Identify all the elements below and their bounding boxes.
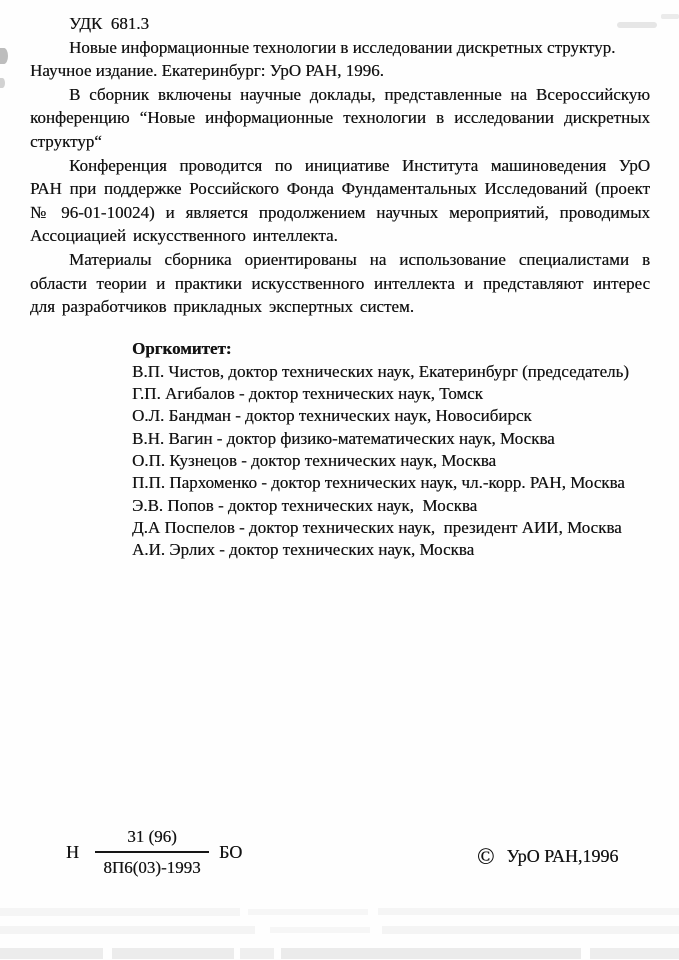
scan-artifact	[281, 948, 581, 959]
orgcommittee-heading: Оргкомитет:	[132, 338, 232, 358]
scan-artifact	[590, 948, 679, 959]
orgcommittee-member: О.П. Кузнецов - доктор технических наук, Москва	[132, 450, 497, 470]
orgcommittee-member: В.Н. Вагин - доктор физико-математических наук, Москва	[132, 428, 555, 448]
orgcommittee-member: В.П. Чистов, доктор технических наук, Екатеринбург (председатель)	[132, 361, 629, 381]
catalog-suffix: БО	[219, 842, 243, 862]
annotation-paragraph: В сборник включены научные доклады, представленные на Всероссийскую конференцию “Новые информационные технологии в исследовании дискретных структур“	[30, 84, 650, 151]
orgcommittee-member: О.Л. Бандман - доктор технических наук, Новосибирск	[132, 406, 532, 426]
catalog-prefix: Н	[66, 842, 79, 862]
scan-artifact	[0, 78, 5, 88]
scan-artifact	[378, 908, 679, 915]
orgcommittee-member: А.И. Эрлих - доктор технических наук, Москва	[132, 540, 475, 560]
audience-paragraph: Материалы сборника ориентированы на использование специалистами в области теории и практики искусственного интеллекта и представляют интерес для разработчиков прикладных экспертных систем.	[30, 249, 650, 317]
orgcommittee-list	[132, 361, 650, 562]
orgcommittee-member: П.П. Пархоменко - доктор технических наук, чл.-корр. РАН, Москва	[132, 473, 625, 493]
orgcommittee-member: Э.В. Попов - доктор технических наук, Москва	[132, 495, 478, 515]
scan-artifact	[382, 926, 679, 934]
conference-info-paragraph: Конференция проводится по инициативе Института машиноведения УрО РАН при поддержке Российского Фонда Фундаментальных Исследований (проект № 96-01-10024) и является продолжением научных мероприятий, проводимых Ассоциацией искусственного интеллекта.	[30, 155, 650, 246]
orgcommittee-member: Д.А Поспелов - доктор технических наук, президент АИИ, Москва	[132, 517, 622, 537]
copyright-text: УрО РАН,1996	[506, 846, 619, 866]
catalog-denominator: 8П6(03)-1993	[103, 858, 201, 877]
catalog-fraction	[95, 826, 209, 879]
scan-artifact	[270, 927, 370, 933]
scan-artifact	[240, 948, 274, 959]
copyright-notice	[477, 845, 618, 868]
scan-artifact	[0, 908, 240, 916]
scan-artifact	[248, 909, 368, 915]
copyright-icon: ©	[477, 844, 495, 869]
udk-code: УДК 681.3	[69, 14, 150, 33]
library-catalog-index	[66, 826, 242, 879]
catalog-numerator: 31 (96)	[127, 827, 177, 846]
scan-artifact	[661, 14, 679, 19]
bibliography-title-line: Новые информационные технологии в исследовании дискретных структур.	[69, 37, 616, 57]
imprint-text-block	[30, 12, 650, 561]
orgcommittee-member: Г.П. Агибалов - доктор технических наук, Томск	[132, 384, 483, 404]
scan-artifact	[0, 948, 103, 959]
orgcommittee-section	[132, 337, 650, 562]
scan-artifact	[0, 926, 255, 934]
scan-artifact	[0, 48, 8, 64]
bibliography-edition-line: Научное издание. Екатеринбург: УрО РАН, 1996.	[30, 61, 384, 81]
scan-artifact	[112, 948, 234, 959]
